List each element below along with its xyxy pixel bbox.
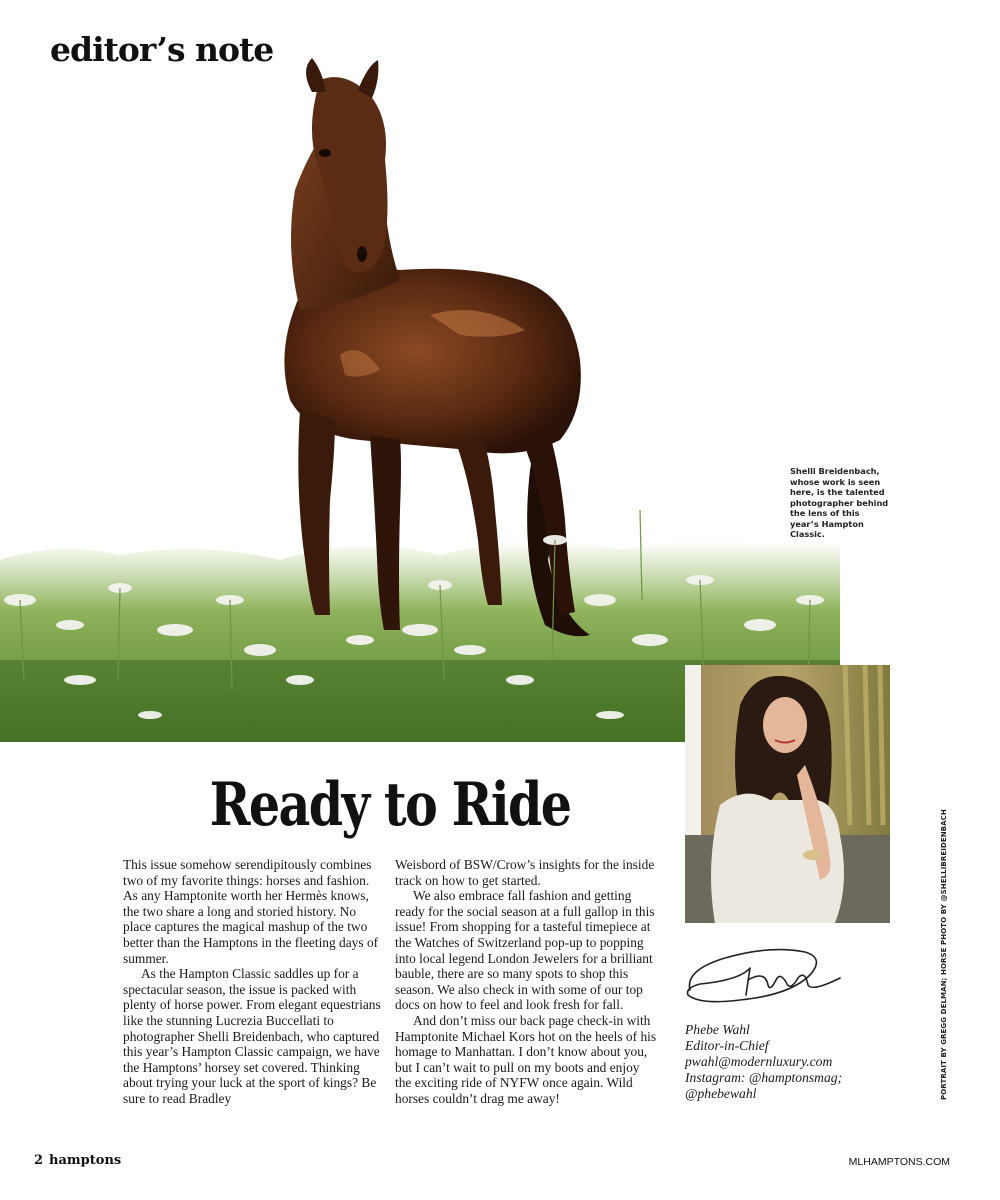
section-label: editor’s note bbox=[50, 30, 274, 69]
page-number: 2 bbox=[34, 1153, 44, 1168]
editor-email[interactable]: pwahl@modernluxury.com bbox=[685, 1054, 833, 1069]
signature-block bbox=[685, 1022, 895, 1102]
paragraph: We also embrace fall fashion and getting ready for the social season at a full gallop in this issue! From shopping for a tasteful timepiece at the Watches of Switzerland pop-up to popping into local legend London Jewelers for a brilliant bauble, there are so many spots to shop this season. We also check in with some of our top docs on how to feel and look fresh for fall. bbox=[395, 888, 655, 1013]
editor-title: Editor-in-Chief bbox=[685, 1038, 769, 1053]
paragraph: And don’t miss our back page check-in with Hamptonite Michael Kors hot on the heels of his homage to Manhattan. I don’t know about you, but I can’t wait to pull on my boots and enjoy the exciting ride of NYFW once again. Wild horses couldn’t drag me away! bbox=[395, 1012, 657, 1106]
photo-caption: Shelli Breidenbach, whose work is seen here, is the talented photographer behind the lens of this year’s Hampton Classic. bbox=[790, 466, 889, 539]
paragraph: Weisbord of BSW/Crow’s insights for the inside track on how to get started. bbox=[395, 857, 655, 888]
editor-instagram[interactable]: Instagram: @hamptonsmag; bbox=[685, 1070, 843, 1085]
body-column-2 bbox=[395, 857, 657, 1107]
portrait-photo bbox=[685, 665, 890, 923]
editor-name: Phebe Wahl bbox=[685, 1022, 750, 1037]
handwritten-signature bbox=[680, 940, 850, 1019]
editor-instagram-handle[interactable]: @phebewahl bbox=[685, 1086, 757, 1101]
folio bbox=[34, 1153, 121, 1168]
hero-photo-horse bbox=[0, 40, 840, 742]
paragraph: This issue somehow serendipitously combines two of my favorite things: horses and fashion. As any Hamptonite worth her Hermès knows, the two share a long and storied history. No place captures the magical mashup of the two better than the Hamptons in the fleeting days of summer. bbox=[123, 857, 379, 966]
headline: Ready to Ride bbox=[209, 770, 571, 840]
magazine-name: hamptons bbox=[49, 1153, 122, 1168]
body-column-1 bbox=[123, 857, 385, 1107]
photo-credit: PORTRAIT BY GREGG DELMAN; HORSE PHOTO BY @SHELLIBREIDENBACH bbox=[940, 809, 948, 1100]
footer-url[interactable]: MLHAMPTONS.COM bbox=[848, 1156, 950, 1168]
paragraph: As the Hampton Classic saddles up for a spectacular season, the issue is packed with plenty of horse power. From elegant equestrians like the stunning Lucrezia Buccellati to photographer Shelli Breidenbach, who captured this year’s Hampton Classic campaign, we have the Hamptons’ horsey set covered. Thinking about trying your luck at the sport of kings? Be sure to read Bradley bbox=[123, 966, 381, 1106]
